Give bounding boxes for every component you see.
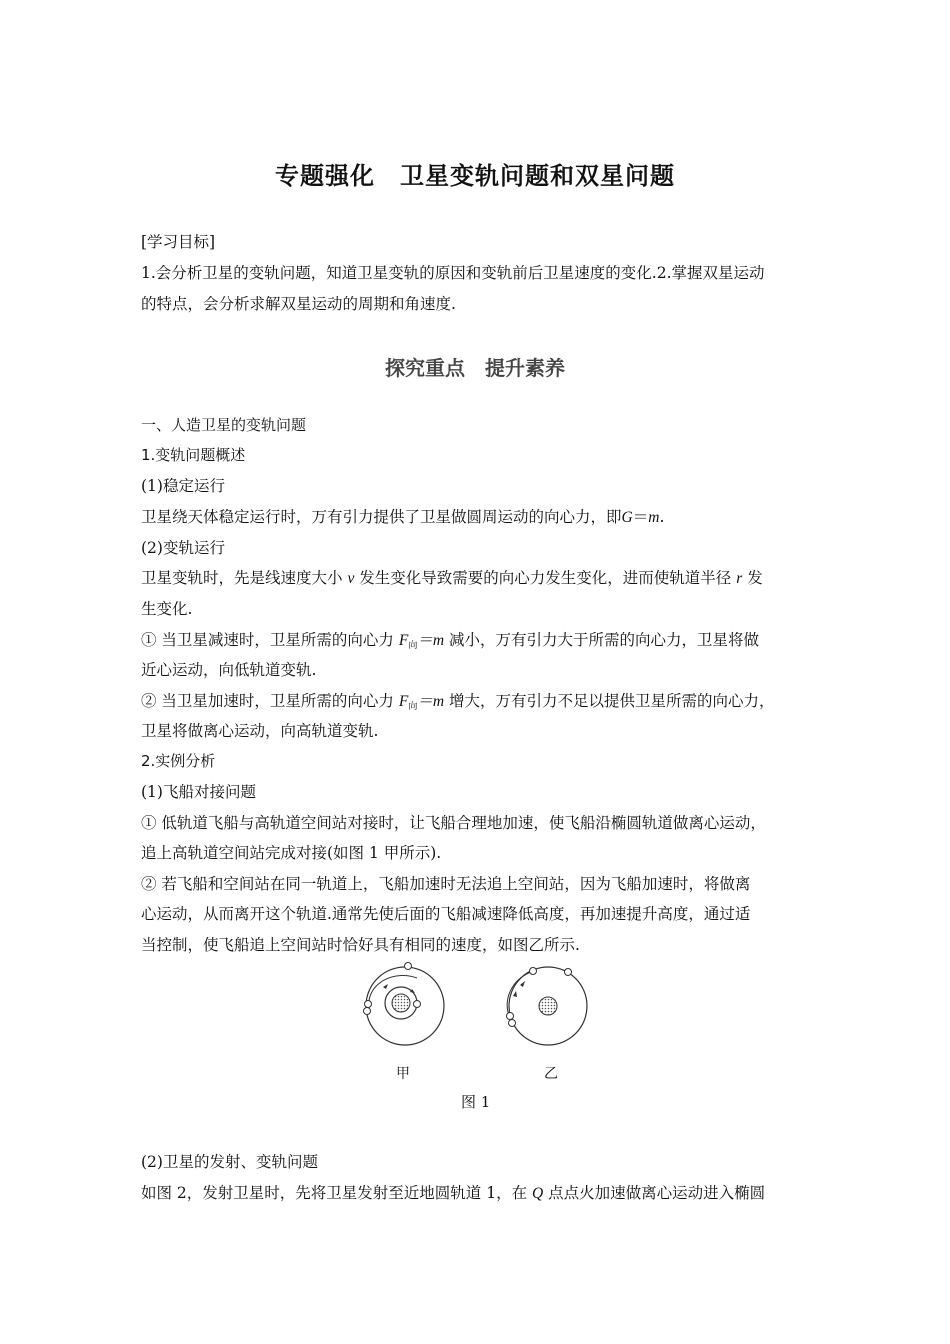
item-change-text-2: 生变化. xyxy=(141,600,193,618)
heading-orbit-change: 一、人造卫星的变轨问题 xyxy=(141,416,307,434)
objectives-line-1: 1.会分析卫星的变轨问题，知道卫星变轨的原因和变轨前后卫星速度的变化.2.掌握双星运动 xyxy=(141,264,765,282)
section-title: 探究重点 提升素养 xyxy=(385,356,565,380)
ship-a-2 xyxy=(364,1008,371,1015)
ship-b-3 xyxy=(509,1020,516,1027)
page-title: 专题强化 卫星变轨问题和双星问题 xyxy=(275,162,675,190)
diagram-b xyxy=(507,967,588,1045)
ship-a-3 xyxy=(414,1001,421,1008)
case-accelerate-2: 卫星将做离心运动，向高轨道变轨. xyxy=(141,722,379,740)
example-launch-text: 如图 2，发射卫星时，先将卫星发射至近地圆轨道 1，在 Q 点点火加速做离心运动进入椭圆 xyxy=(141,1184,766,1202)
example-docking-1-line-1: ① 低轨道飞船与高轨道空间站对接时，让飞船合理地加速，使飞船沿椭圆轨道做离心运动， xyxy=(141,814,766,832)
subheading-overview: 1.变轨问题概述 xyxy=(141,446,246,464)
item-stable-text: 卫星绕天体稳定运行时，万有引力提供了卫星做圆周运动的向心力，即G＝m. xyxy=(141,508,665,526)
figure-label-a: 甲 xyxy=(396,1066,410,1082)
example-launch-label: (2)卫星的发射、变轨问题 xyxy=(141,1153,318,1171)
objectives-line-2: 的特点，会分析求解双星运动的周期和角速度. xyxy=(141,295,456,313)
ship-a-1 xyxy=(365,1001,372,1008)
ship-b-2 xyxy=(507,1013,514,1020)
figure-label-b: 乙 xyxy=(544,1066,558,1082)
case-decelerate-1: ① 当卫星减速时，卫星所需的向心力 $F_向=m$ 减小，万有引力大于所需的向心力，卫星将做 xyxy=(141,631,760,651)
subheading-examples: 2.实例分析 xyxy=(141,752,216,770)
objectives-label: [学习目标] xyxy=(141,233,216,251)
ship-b-1 xyxy=(565,969,572,976)
orbit-figure xyxy=(355,962,595,1058)
earth-a xyxy=(392,994,410,1012)
item-change-text-1: 卫星变轨时，先是线速度大小 v 发生变化导致需要的向心力发生变化，进而使轨道半径 r 发 xyxy=(141,569,763,587)
station-b xyxy=(530,968,537,975)
diagram-a xyxy=(364,963,445,1046)
station-a xyxy=(405,963,412,970)
item-stable-label: (1)稳定运行 xyxy=(141,477,225,495)
example-docking-2-line-1: ② 若飞船和空间站在同一轨道上，飞船加速时无法追上空间站，因为飞船加速时，将做离 xyxy=(141,875,751,893)
item-change-label: (2)变轨运行 xyxy=(141,539,225,557)
figure-caption: 图 1 xyxy=(461,1093,491,1111)
case-accelerate-1: ② 当卫星加速时，卫星所需的向心力 $F_向=m$ 增大，万有引力不足以提供卫星所需的向心力， xyxy=(141,692,775,712)
earth-b xyxy=(539,997,557,1015)
example-docking-2-line-2: 心运动，从而离开这个轨道.通常先使后面的飞船减速降低高度，再加速提升高度，通过适 xyxy=(141,905,751,923)
example-docking-1-line-2: 追上高轨道空间站完成对接(如图 1 甲所示). xyxy=(141,844,442,862)
case-decelerate-2: 近心运动，向低轨道变轨. xyxy=(141,661,317,679)
example-docking-2-line-3: 当控制，使飞船追上空间站时恰好具有相同的速度，如图乙所示. xyxy=(141,936,580,954)
example-docking-label: (1)飞船对接问题 xyxy=(141,783,256,801)
